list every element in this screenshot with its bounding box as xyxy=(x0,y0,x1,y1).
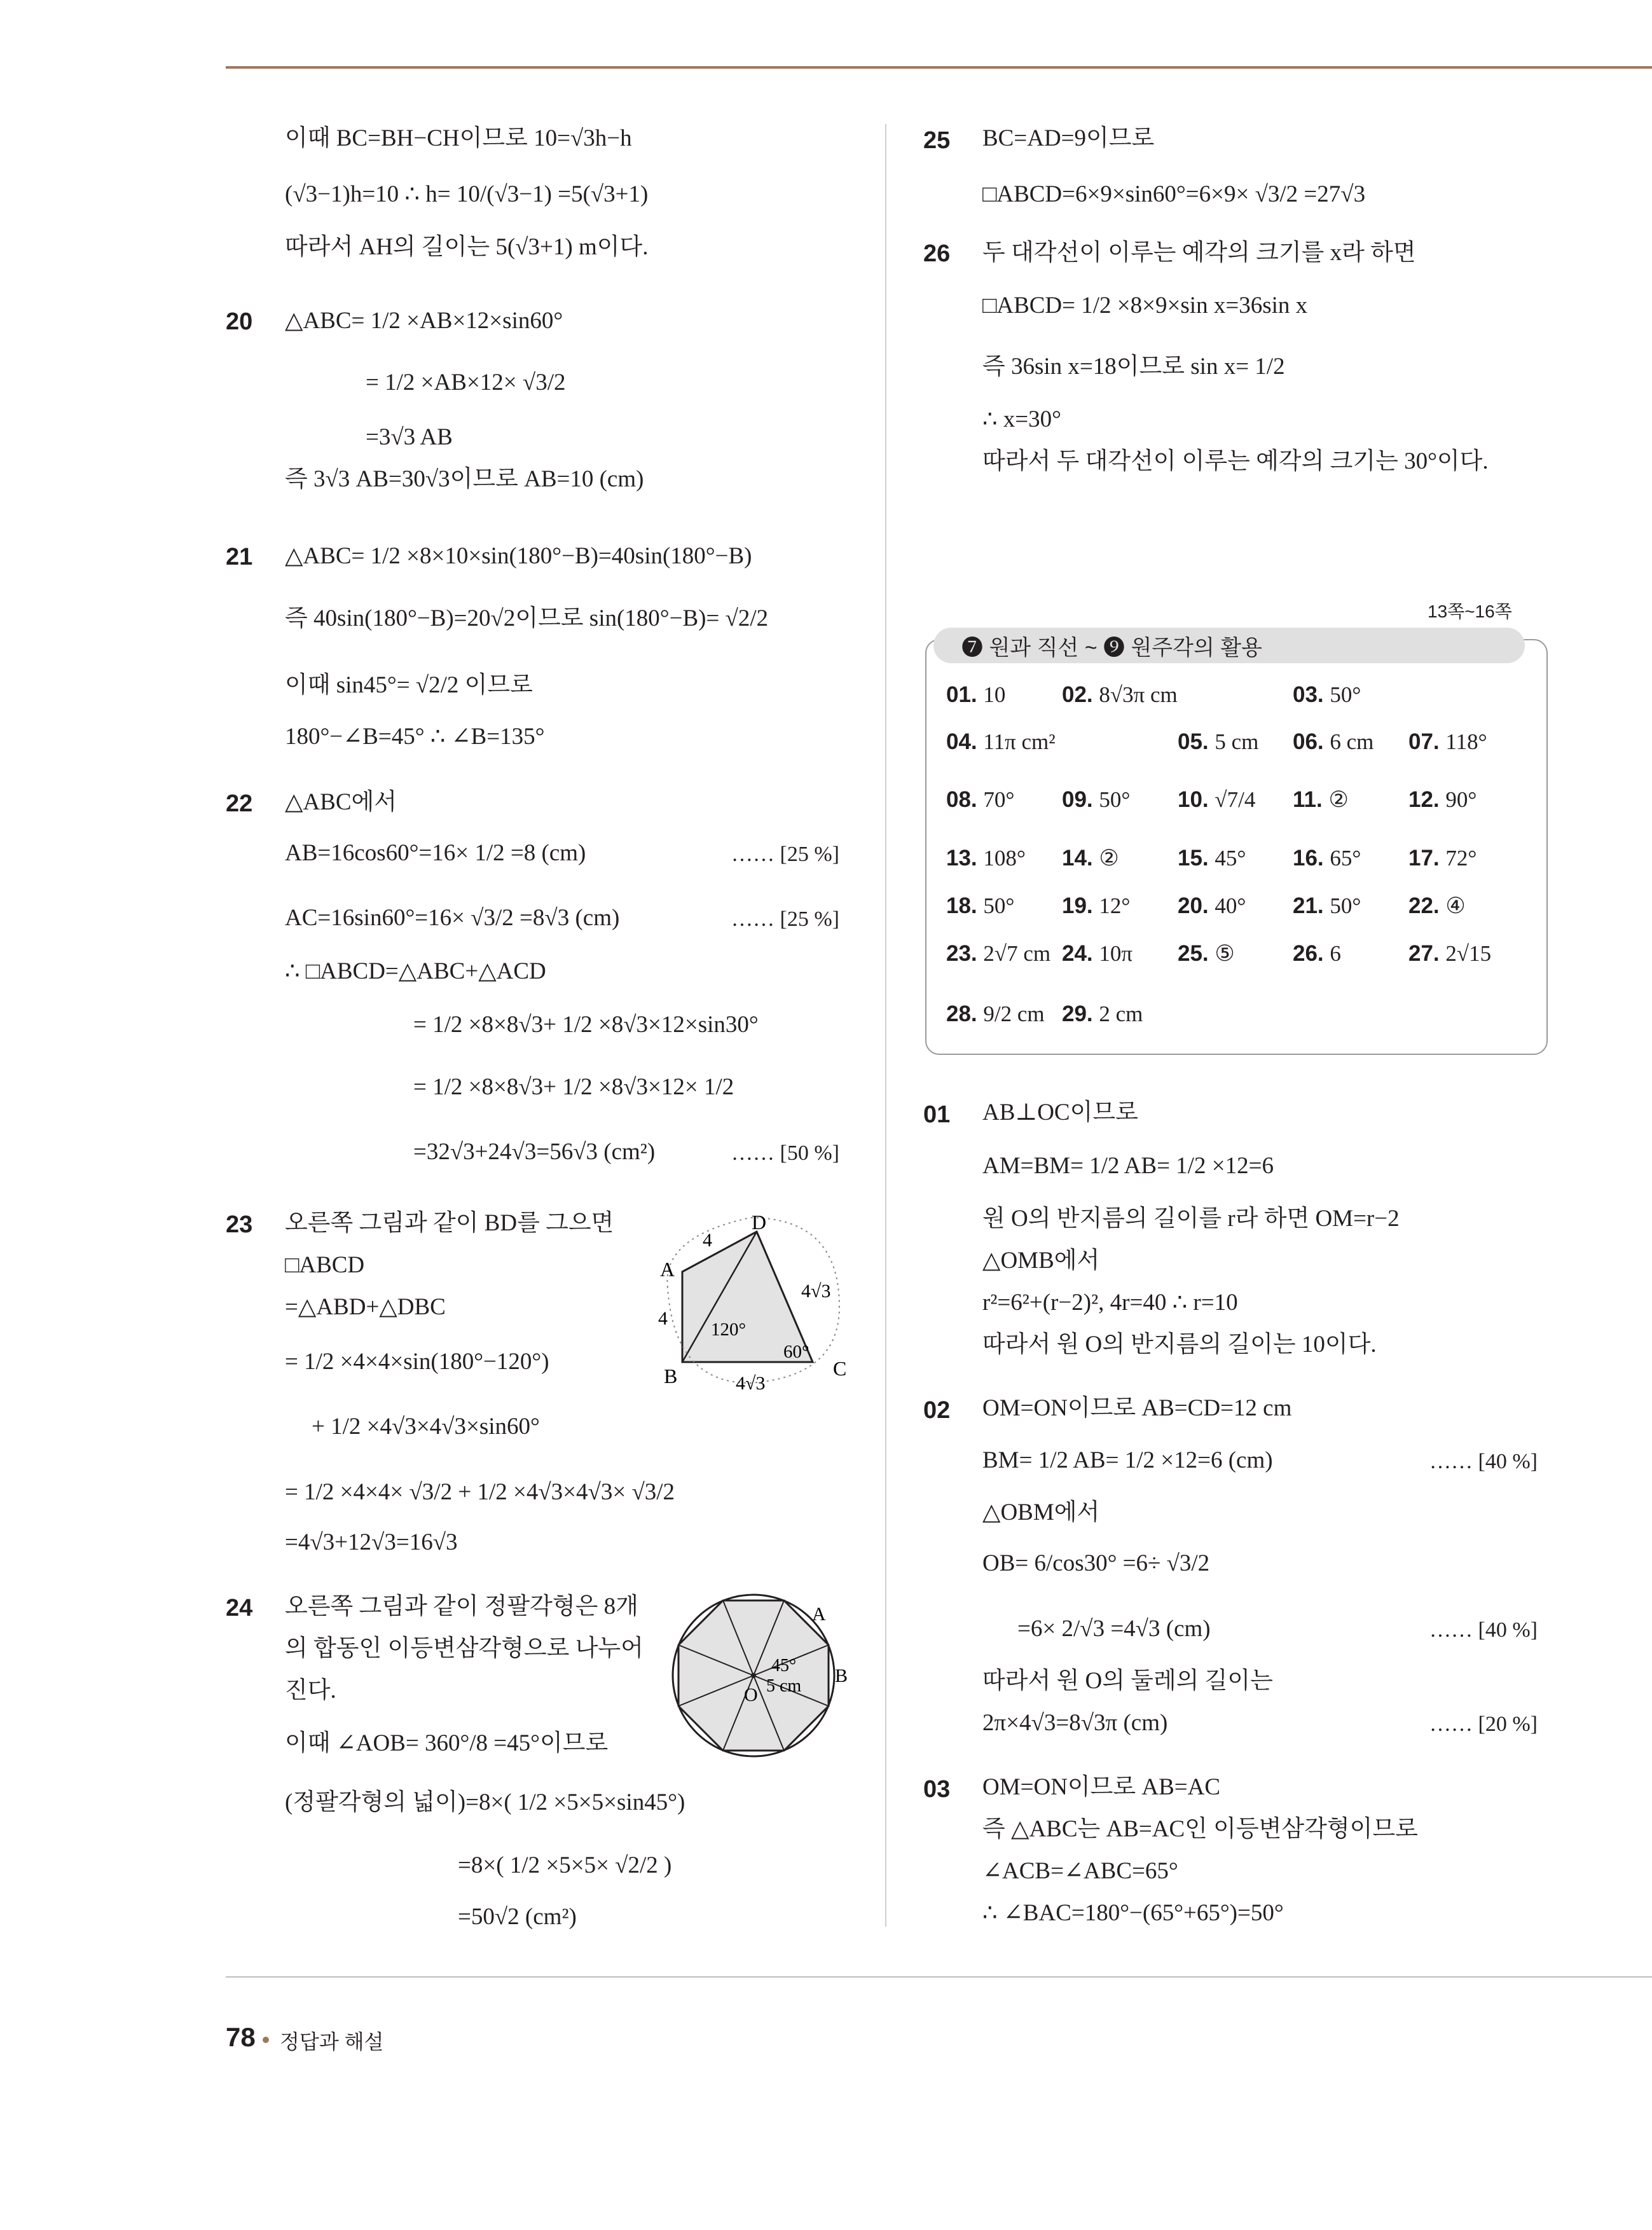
answer-value: 50° xyxy=(1330,682,1361,707)
answer-number: 26. xyxy=(1293,941,1330,966)
answer-value: 40° xyxy=(1215,893,1246,918)
answer-number: 29. xyxy=(1062,1001,1099,1026)
solution-line: 원 O의 반지름의 길이를 r라 하면 OM=r−2 xyxy=(982,1206,1400,1232)
solution-line: (정팔각형의 넓이)=8×( 1/2 ×5×5×sin45°) xyxy=(285,1789,685,1815)
answer-box-title: ❼ 원과 직선 ~ ❾ 원주각의 활용 xyxy=(961,636,1262,660)
intro-line: 따라서 AH의 길이는 5(√3+1) m이다. xyxy=(285,234,649,260)
answer-number: 04. xyxy=(946,729,984,754)
vertex-label: B xyxy=(664,1365,678,1387)
solution-line: AM=BM= 1/2 AB= 1/2 ×12=6 xyxy=(982,1153,1274,1179)
solution-line: = 1/2 ×4×4× √3/2 + 1/2 ×4√3×4√3× √3/2 xyxy=(285,1479,675,1505)
solution-line: =32√3+24√3=56√3 (cm²) xyxy=(413,1139,656,1165)
solution-line: = 1/2 ×8×8√3+ 1/2 ×8√3×12×sin30° xyxy=(413,1012,759,1038)
solution-line: △OBM에서 xyxy=(982,1499,1100,1525)
answer-item xyxy=(946,941,1050,967)
answer-value: 118° xyxy=(1445,729,1487,754)
answer-item xyxy=(1062,941,1132,967)
question-number: 01 xyxy=(923,1101,951,1128)
answer-item xyxy=(1293,893,1361,919)
center-point xyxy=(751,1673,756,1678)
answer-item xyxy=(1178,846,1246,871)
solution-line: OM=ON이므로 AB=AC xyxy=(982,1774,1221,1800)
answer-item xyxy=(1062,1001,1143,1027)
octagon-figure xyxy=(671,1590,855,1768)
solution-line: 즉 36sin x=18이므로 sin x= 1/2 xyxy=(982,354,1285,380)
solution-line: 따라서 원 O의 둘레의 길이는 xyxy=(982,1668,1273,1694)
intro-line: 이때 BC=BH−CH이므로 10=√3h−h xyxy=(285,125,632,151)
answer-number: 12. xyxy=(1408,787,1446,812)
answer-value: 108° xyxy=(983,846,1026,871)
quadrilateral-figure xyxy=(655,1211,858,1393)
solution-line: 180°−∠B=45° ∴ ∠B=135° xyxy=(285,724,545,750)
side-label: 4√3 xyxy=(736,1373,766,1393)
angle-label: 60° xyxy=(783,1342,809,1362)
answer-value: 72° xyxy=(1445,846,1477,871)
question-number: 22 xyxy=(226,790,253,817)
solution-line: 두 대각선이 이루는 예각의 크기를 x라 하면 xyxy=(982,240,1416,266)
question-number: 21 xyxy=(226,544,253,570)
solution-line: =△ABD+△DBC xyxy=(285,1294,446,1320)
answer-value: 45° xyxy=(1215,846,1246,871)
question-number: 20 xyxy=(226,308,253,335)
solution-line: 2π×4√3=8√3π (cm) xyxy=(982,1710,1168,1736)
question-number: 02 xyxy=(923,1397,951,1424)
answer-number: 23. xyxy=(946,941,984,966)
answer-value: 9/2 cm xyxy=(983,1001,1045,1026)
bottom-rule xyxy=(226,1976,1652,1978)
answer-number: 22. xyxy=(1408,893,1446,918)
answer-item xyxy=(1293,787,1349,813)
answer-number: 21. xyxy=(1293,893,1330,918)
solution-line: 오른쪽 그림과 같이 BD를 그으면 xyxy=(285,1210,614,1236)
solution-line: r²=6²+(r−2)², 4r=40 ∴ r=10 xyxy=(982,1290,1238,1316)
question-number: 03 xyxy=(923,1776,951,1803)
answer-number: 16. xyxy=(1293,846,1330,871)
solution-line: □ABCD=6×9×sin60°=6×9× √3/2 =27√3 xyxy=(982,181,1366,207)
answer-number: 11. xyxy=(1293,787,1329,812)
answer-number: 08. xyxy=(946,787,984,812)
solution-line: 즉 40sin(180°−B)=20√2이므로 sin(180°−B)= √2/2 xyxy=(285,605,769,631)
solution-line: ∴ ∠BAC=180°−(65°+65°)=50° xyxy=(982,1900,1284,1926)
solution-line: = 1/2 ×4×4×sin(180°−120°) xyxy=(285,1349,549,1375)
solution-line: □ABCD xyxy=(285,1252,365,1278)
answer-item xyxy=(1062,682,1178,708)
answer-value: 8√3π cm xyxy=(1099,682,1178,707)
solution-line: 즉 △ABC는 AB=AC인 이등변삼각형이므로 xyxy=(982,1816,1418,1842)
solution-line: =6× 2/√3 =4√3 (cm) xyxy=(1017,1616,1211,1642)
question-number: 23 xyxy=(226,1211,253,1238)
answer-value: 6 xyxy=(1330,941,1341,966)
side-label: 4 xyxy=(703,1230,712,1251)
answer-item xyxy=(1062,846,1119,871)
vertex-label: A xyxy=(812,1604,826,1625)
question-number: 25 xyxy=(923,127,951,154)
answer-item xyxy=(1178,941,1235,967)
answer-value: ⑤ xyxy=(1215,941,1235,966)
answer-number: 25. xyxy=(1178,941,1215,966)
answer-number: 02. xyxy=(1062,682,1099,707)
solution-line: △ABC= 1/2 ×AB×12×sin60° xyxy=(285,308,563,334)
answer-value: 2 cm xyxy=(1099,1001,1143,1026)
answer-number: 20. xyxy=(1178,893,1215,918)
solution-line: 즉 3√3 AB=30√3이므로 AB=10 (cm) xyxy=(285,466,644,492)
solution-line: OB= 6/cos30° =6÷ √3/2 xyxy=(982,1550,1210,1576)
footer-dot xyxy=(263,2037,269,2043)
vertex-label: B xyxy=(835,1665,848,1686)
solution-line: BC=AD=9이므로 xyxy=(982,125,1155,151)
answer-value: 70° xyxy=(983,787,1015,812)
solution-line: ∴ x=30° xyxy=(982,406,1061,432)
answer-number: 01. xyxy=(946,682,984,707)
angle-label: 120° xyxy=(711,1319,747,1340)
side-label: 4√3 xyxy=(801,1281,831,1302)
answer-item xyxy=(1408,893,1466,919)
section-label: 정답과 해설 xyxy=(280,2030,384,2053)
answer-number: 18. xyxy=(946,893,984,918)
solution-line: AC=16sin60°=16× √3/2 =8√3 (cm) xyxy=(285,905,620,931)
answer-value: 10 xyxy=(983,682,1006,707)
solution-line: △OMB에서 xyxy=(982,1248,1100,1274)
solution-line: = 1/2 ×AB×12× √3/2 xyxy=(366,369,566,396)
answer-value: 12° xyxy=(1099,893,1131,918)
solution-line: =3√3 AB xyxy=(366,424,453,450)
answer-value: ② xyxy=(1328,787,1349,812)
solution-line: AB=16cos60°=16× 1/2 =8 (cm) xyxy=(285,840,586,866)
answer-item xyxy=(946,787,1014,813)
question-number: 26 xyxy=(923,240,951,267)
solution-line: BM= 1/2 AB= 1/2 ×12=6 (cm) xyxy=(982,1447,1273,1473)
answer-item xyxy=(1178,729,1258,755)
solution-line: 진다. xyxy=(285,1677,336,1703)
radius-label: 5 cm xyxy=(766,1676,802,1696)
solution-line: ∠ACB=∠ABC=65° xyxy=(982,1858,1178,1884)
answer-value: 90° xyxy=(1445,787,1477,812)
answer-item xyxy=(1408,787,1476,813)
solution-line: 따라서 원 O의 반지름의 길이는 10이다. xyxy=(982,1332,1377,1358)
answer-number: 06. xyxy=(1293,729,1330,754)
answer-item xyxy=(1408,729,1487,755)
answer-number: 09. xyxy=(1062,787,1099,812)
solution-line: =8×( 1/2 ×5×5× √2/2 ) xyxy=(458,1852,672,1878)
answer-item xyxy=(1293,846,1361,871)
score-note: …… [50 %] xyxy=(731,1141,839,1165)
answer-value: 2√7 cm xyxy=(983,941,1051,966)
page-number: 78 xyxy=(226,2022,256,2052)
solution-line: 이때 ∠AOB= 360°/8 =45°이므로 xyxy=(285,1730,609,1756)
answer-value: 50° xyxy=(1330,893,1361,918)
intro-line: (√3−1)h=10 ∴ h= 10/(√3−1) =5(√3+1) xyxy=(285,181,649,207)
vertex-label: D xyxy=(752,1211,767,1234)
answer-item xyxy=(1408,846,1476,871)
solution-line: 따라서 두 대각선이 이루는 예각의 크기는 30°이다. xyxy=(982,448,1489,474)
answer-number: 24. xyxy=(1062,941,1099,966)
answer-item xyxy=(1293,682,1361,708)
answer-value: 5 cm xyxy=(1215,729,1259,754)
solution-line: + 1/2 ×4√3×4√3×sin60° xyxy=(312,1414,540,1440)
answer-value: ② xyxy=(1099,846,1119,871)
side-label: 4 xyxy=(658,1308,668,1329)
solution-line: = 1/2 ×8×8√3+ 1/2 ×8√3×12× 1/2 xyxy=(413,1074,734,1100)
solution-line: AB⊥OC이므로 xyxy=(982,1099,1138,1125)
score-note: …… [20 %] xyxy=(1429,1712,1538,1736)
answer-number: 17. xyxy=(1408,846,1446,871)
answer-number: 19. xyxy=(1062,893,1099,918)
score-note: …… [25 %] xyxy=(731,843,839,866)
answer-value: 50° xyxy=(983,893,1015,918)
top-rule xyxy=(226,66,1652,69)
answer-item xyxy=(1178,787,1255,813)
score-note: …… [25 %] xyxy=(731,907,839,931)
score-note: …… [40 %] xyxy=(1429,1450,1538,1473)
answer-item xyxy=(1178,893,1246,919)
answer-number: 03. xyxy=(1293,682,1330,707)
answer-item xyxy=(1062,893,1130,919)
angle-label: 45° xyxy=(771,1656,797,1676)
answer-item xyxy=(1062,787,1130,813)
solution-line: 이때 sin45°= √2/2 이므로 xyxy=(285,672,533,698)
solution-line: 의 합동인 이등변삼각형으로 나누어 xyxy=(285,1635,644,1662)
column-divider xyxy=(885,124,886,1927)
solution-line: =50√2 (cm²) xyxy=(458,1904,577,1930)
answer-item xyxy=(946,1001,1045,1027)
solution-line: △ABC에서 xyxy=(285,789,397,815)
page-range: 13쪽~16쪽 xyxy=(1428,602,1512,621)
answer-number: 14. xyxy=(1062,846,1099,871)
question-number: 24 xyxy=(226,1595,253,1621)
answer-item xyxy=(946,893,1014,919)
solution-line: □ABCD= 1/2 ×8×9×sin x=36sin x xyxy=(982,293,1308,319)
answer-number: 10. xyxy=(1178,787,1215,812)
answer-value: 50° xyxy=(1099,787,1131,812)
answer-item xyxy=(946,846,1026,871)
solution-line: 오른쪽 그림과 같이 정팔각형은 8개 xyxy=(285,1593,638,1620)
solution-line: △ABC= 1/2 ×8×10×sin(180°−B)=40sin(180°−B) xyxy=(285,543,752,569)
answer-value: 2√15 xyxy=(1445,941,1492,966)
answer-value: √7/4 xyxy=(1215,787,1256,812)
score-note: …… [40 %] xyxy=(1429,1618,1538,1642)
solution-line: OM=ON이므로 AB=CD=12 cm xyxy=(982,1395,1292,1421)
answer-item xyxy=(1408,941,1491,967)
answer-number: 07. xyxy=(1408,729,1446,754)
answer-item xyxy=(946,729,1056,755)
answer-value: 11π cm² xyxy=(983,729,1056,754)
center-label: O xyxy=(744,1684,758,1705)
answer-number: 27. xyxy=(1408,941,1446,966)
answer-value: ④ xyxy=(1445,893,1466,918)
solution-line: =4√3+12√3=16√3 xyxy=(285,1529,458,1555)
answer-item xyxy=(1293,941,1341,967)
answer-value: 6 cm xyxy=(1330,729,1374,754)
answer-number: 05. xyxy=(1178,729,1215,754)
vertex-label: A xyxy=(660,1258,675,1281)
solution-line: ∴ □ABCD=△ABC+△ACD xyxy=(285,958,546,984)
answer-value: 65° xyxy=(1330,846,1361,871)
answer-item xyxy=(946,682,1005,708)
answer-number: 15. xyxy=(1178,846,1215,871)
answer-number: 28. xyxy=(946,1001,984,1026)
answer-number: 13. xyxy=(946,846,984,871)
answer-value: 10π xyxy=(1099,941,1133,966)
answer-item xyxy=(1293,729,1373,755)
vertex-label: C xyxy=(833,1357,847,1380)
